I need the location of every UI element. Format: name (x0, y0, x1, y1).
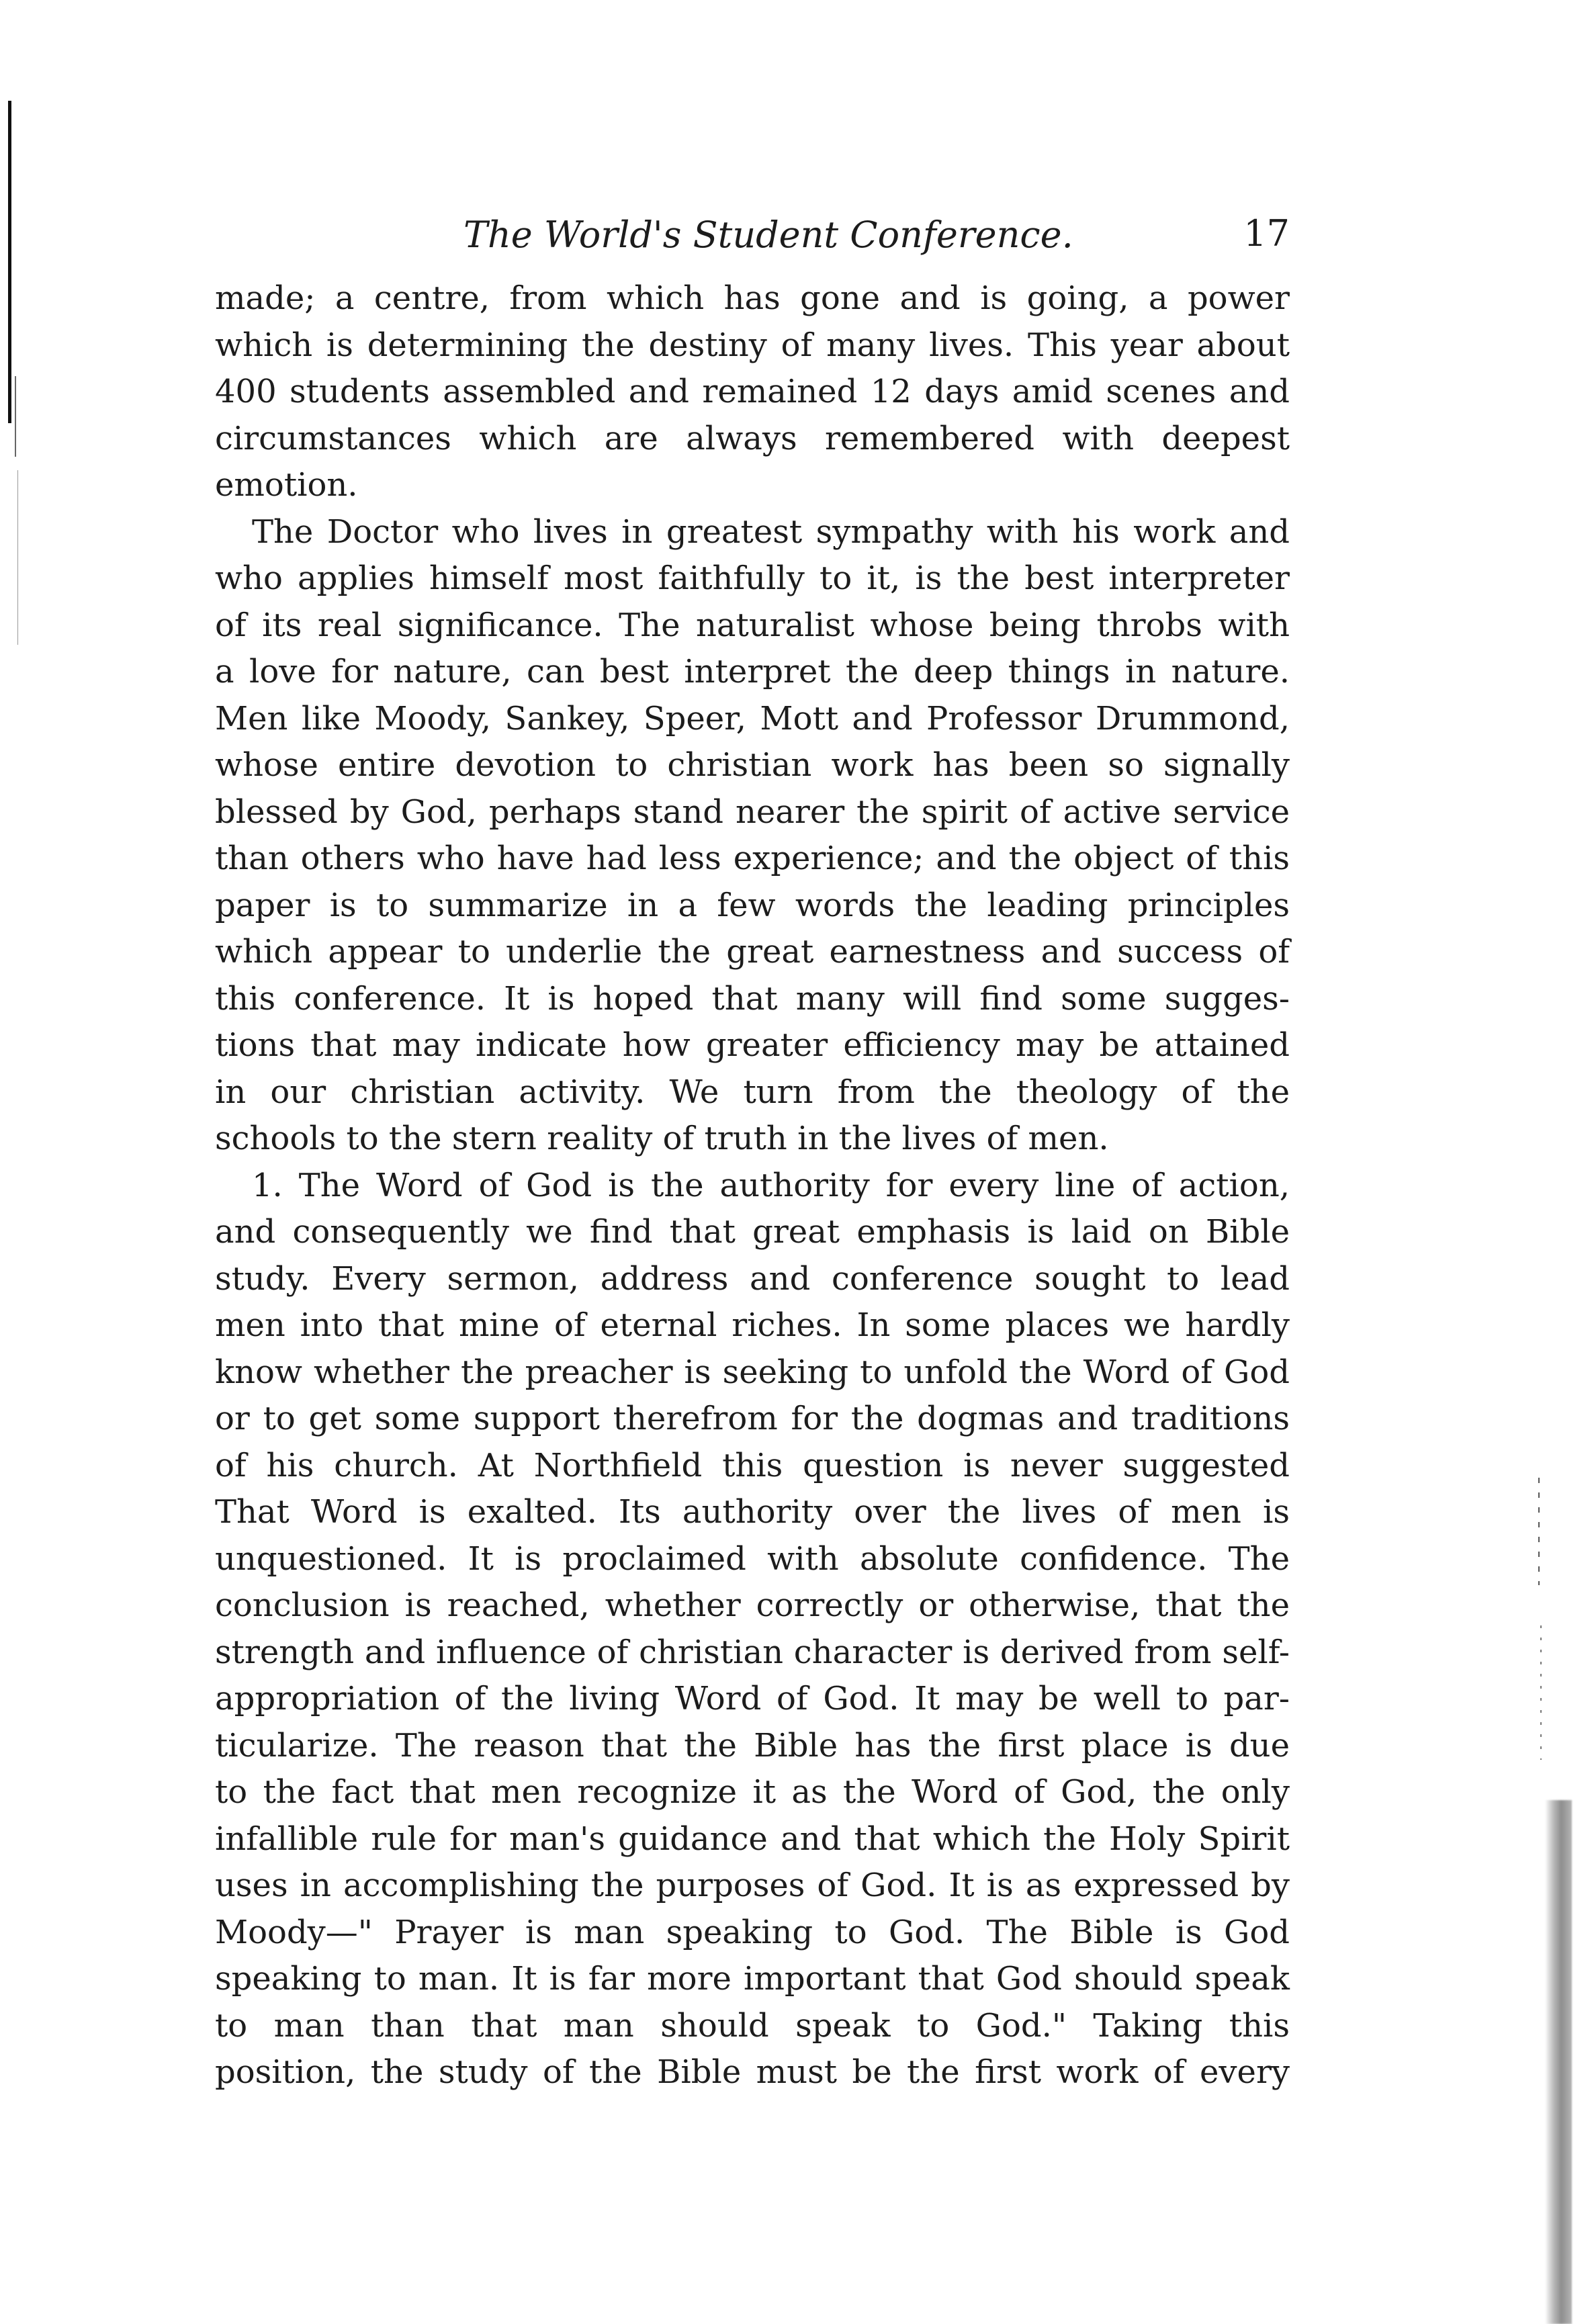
text-line: Men like Moody, Sankey, Speer, Mott and Professor Drummond, (215, 699, 1290, 738)
text-line: conclusion is reached, whether correctly or otherwise, that the (215, 1586, 1290, 1624)
left-edge-scan-mark-faint (17, 470, 18, 645)
text-line: know whether the preacher is seeking to unfold the Word of God (215, 1353, 1290, 1391)
text-line: of his church. At Northfield this question is never suggested (215, 1446, 1290, 1484)
text-line: to man than that man should speak to God." Taking this (215, 2006, 1290, 2045)
text-line: That Word is exalted. Its authority over the lives of men is (215, 1493, 1290, 1531)
text-line: a love for nature, can best interpret the deep things in nature. (215, 653, 1290, 690)
text-line: this conference. It is hoped that many will find some sugges- (215, 979, 1290, 1018)
text-line: men into that mine of eternal riches. In some places we hardly (215, 1306, 1290, 1344)
running-head-title: The World's Student Conference. (463, 214, 1073, 256)
text-line: infallible rule for man's guidance and that which the Holy Spirit (215, 1820, 1290, 1858)
text-line: appropriation of the living Word of God. It may be well to par- (215, 1680, 1290, 1717)
text-line: which is determining the destiny of many lives. This year about (215, 326, 1290, 364)
text-line: blessed by God, perhaps stand nearer the spirit of active service (215, 793, 1290, 831)
text-line: strength and influence of christian character is derived from self- (215, 1633, 1290, 1671)
text-line: The Doctor who lives in greatest sympathy with his work and (252, 512, 1290, 551)
text-line: to the fact that men recognize it as the Word of God, the only (215, 1773, 1290, 1811)
text-line: unquestioned. It is proclaimed with absolute confidence. The (215, 1539, 1290, 1578)
text-line: which appear to underlie the great earnestness and success of (215, 933, 1290, 971)
text-line: ticularize. The reason that the Bible has the first place is due (215, 1726, 1290, 1764)
text-line: 400 students assembled and remained 12 days amid scenes and (215, 373, 1290, 410)
left-edge-scan-mark-thin (15, 376, 16, 457)
text-line: or to get some support therefrom for the dogmas and traditions (215, 1400, 1290, 1437)
right-edge-binding-shadow (1545, 1800, 1572, 2324)
text-line: than others who have had less experience; and the object of this (215, 840, 1290, 877)
text-line: circumstances which are always remembered with deepest (215, 419, 1290, 457)
right-edge-dots (1538, 1478, 1540, 1585)
text-line: uses in accomplishing the purposes of God. It is as expressed by (215, 1867, 1290, 1904)
right-edge-dots-lower (1540, 1625, 1542, 1760)
body-text (215, 275, 1290, 2096)
page-number: 17 (1243, 212, 1290, 255)
running-head (215, 202, 1290, 262)
text-line: schools to the stern reality of truth in the lives of men. (215, 1120, 1109, 1157)
text-line: made; a centre, from which has gone and is going, a power (215, 279, 1290, 317)
text-line: paper is to summarize in a few words the leading principles (215, 886, 1290, 924)
text-line: study. Every sermon, address and conference sought to lead (215, 1259, 1290, 1298)
text-line: position, the study of the Bible must be the first work of every (215, 2053, 1290, 2091)
text-line: in our christian activity. We turn from the theology of the (215, 1073, 1290, 1111)
left-edge-scan-mark (8, 101, 11, 423)
text-line: tions that may indicate how greater efficiency may be attained (215, 1026, 1290, 1064)
text-line: of its real significance. The naturalist whose being throbs with (215, 606, 1290, 644)
text-line: and consequently we find that great emphasis is laid on Bible (215, 1213, 1290, 1251)
text-line: 1. The Word of God is the authority for every line of action, (252, 1166, 1290, 1204)
text-line: speaking to man. It is far more important that God should speak (215, 1960, 1290, 1998)
text-line: Moody—" Prayer is man speaking to God. The Bible is God (215, 1913, 1290, 1951)
text-line: whose entire devotion to christian work has been so signally (215, 746, 1290, 784)
text-line: who applies himself most faithfully to it, is the best interpreter (215, 560, 1290, 597)
text-line: emotion. (215, 466, 358, 504)
